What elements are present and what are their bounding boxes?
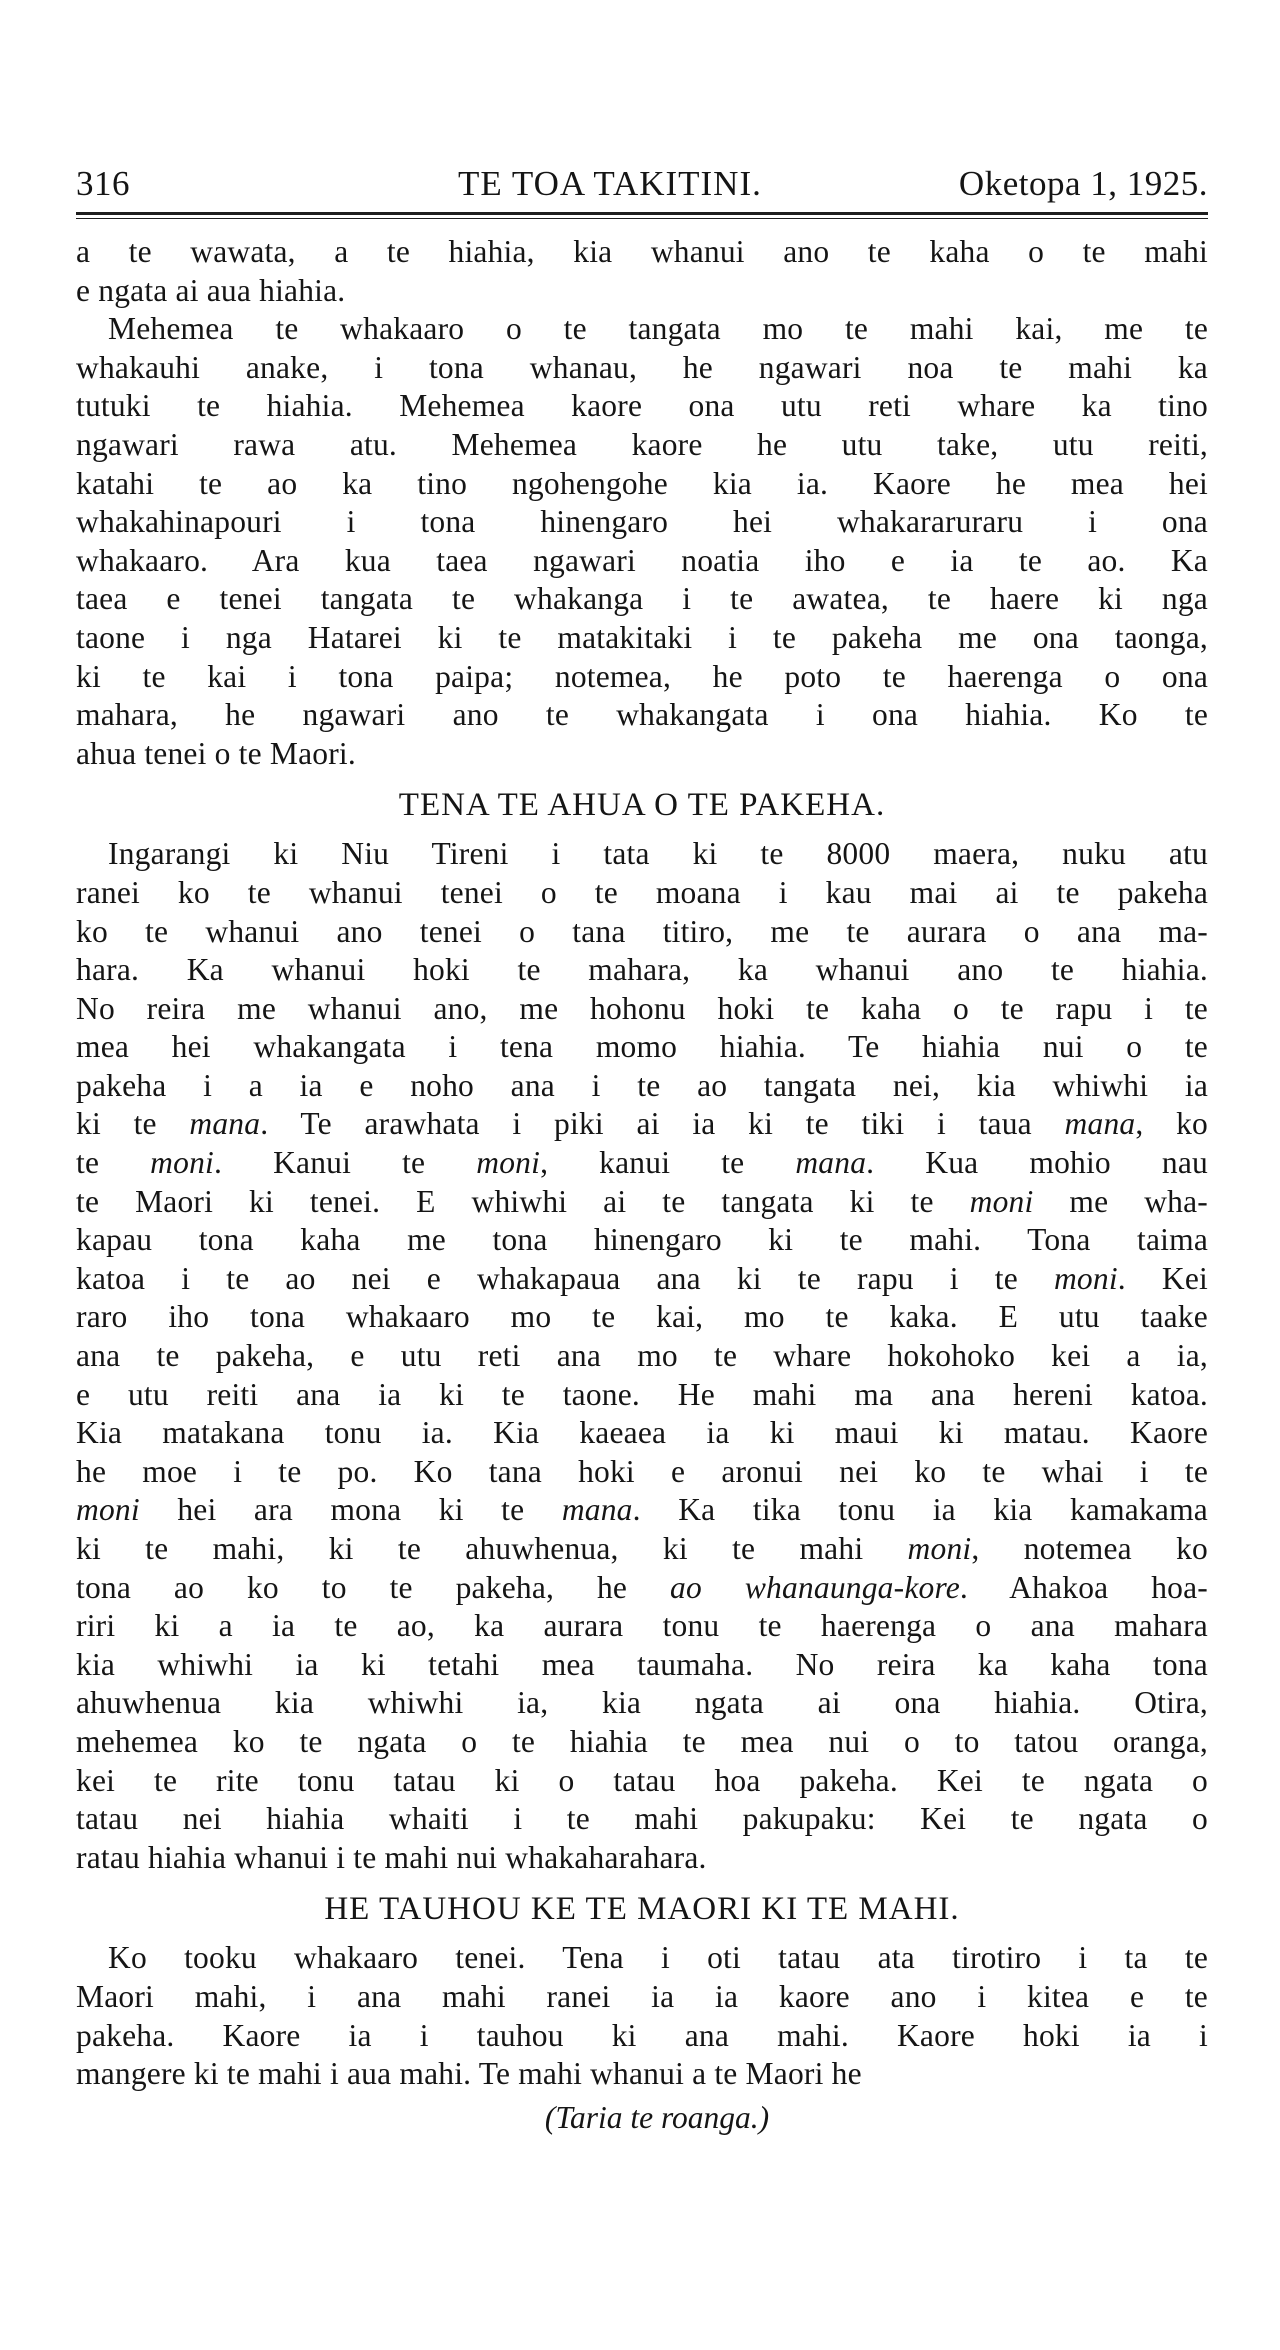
journal-title: TE TOA TAKITINI. (458, 164, 762, 203)
text-line: Mehemea te whakaaro o te tangata mo te mahi kai, me te (108, 311, 1208, 347)
section-heading: HE TAUHOU KE TE MAORI KI TE MAHI. (324, 1891, 960, 1928)
text-line: mangere ki te mahi i aua mahi. Te mahi whanui a te Maori he (76, 2056, 862, 2092)
header-rule-thin (76, 218, 1208, 219)
article-body (76, 233, 1208, 2094)
text-line: pakeha. Kaore ia i tauhou ki ana mahi. Kaore hoki ia i (76, 2017, 1208, 2053)
text-line: tutuki te hiahia. Mehemea kaore ona utu reti whare ka tino (76, 388, 1208, 424)
text-line: whakahinapouri i tona hinengaro hei whakararuraru i ona (76, 504, 1208, 540)
text-line: pakeha i a ia e noho ana i te ao tangata nei, kia whiwhi ia (76, 1067, 1208, 1103)
text-line: whakauhi anake, i tona whanau, he ngawari noa te mahi ka (76, 349, 1208, 385)
text-line: katahi te ao ka tino ngohengohe kia ia. Kaore he mea hei (76, 465, 1208, 501)
text-line: ngawari rawa atu. Mehemea kaore he utu take, utu reiti, (76, 426, 1208, 462)
text-line: mea hei whakangata i tena momo hiahia. Te hiahia nui o te (76, 1029, 1208, 1065)
text-line: ratau hiahia whanui i te mahi nui whakaharahara. (76, 1839, 707, 1875)
text-line: ki te mahi, ki te ahuwhenua, ki te mahi moni, notemea ko (76, 1531, 1208, 1566)
text-line: kapau tona kaha me tona hinengaro ki te mahi. Tona taima (76, 1222, 1208, 1258)
text-line: te Maori ki tenei. E whiwhi ai te tangata ki te moni me wha- (76, 1183, 1209, 1219)
paragraph (76, 1939, 1208, 2093)
text-line: kei te rite tonu tatau ki o tatau hoa pakeha. Kei te ngata o (76, 1762, 1208, 1798)
text-line: riri ki a ia te ao, ka aurara tonu te haerenga o ana mahara (76, 1608, 1208, 1644)
text-line: ahuwhenua kia whiwhi ia, kia ngata ai ona hiahia. Otira, (76, 1685, 1208, 1721)
section-heading: TENA TE AHUA O TE PAKEHA. (398, 787, 886, 824)
text-line: he moe i te po. Ko tana hoki e aronui nei ko te whai i te (76, 1453, 1208, 1489)
text-line: raro iho tona whakaaro mo te kai, mo te kaka. E utu taake (76, 1299, 1208, 1335)
text-line: mehemea ko te ngata o te hiahia te mea nui o to tatou oranga, (76, 1723, 1208, 1759)
text-line: taea e tenei tangata te whakanga i te awatea, te haere ki nga (76, 581, 1208, 617)
text-line: kia whiwhi ia ki tetahi mea taumaha. No reira ka kaha tona (76, 1646, 1208, 1682)
paragraph (76, 233, 1208, 310)
paragraph (76, 310, 1208, 773)
text-line: taone i nga Hatarei ki te matakitaki i te pakeha me ona taonga, (76, 619, 1208, 655)
text-line: ki te kai i tona paipa; notemea, he poto te haerenga o ona (76, 658, 1208, 694)
text-line: katoa i te ao nei e whakapaua ana ki te rapu i te moni. Kei (76, 1260, 1208, 1296)
text-line: te moni. Kanui te moni, kanui te mana. Kua mohio nau (76, 1145, 1208, 1181)
text-line: ahua tenei o te Maori. (76, 735, 356, 771)
text-line: mahara, he ngawari ano te whakangata i ona hiahia. Ko te (76, 697, 1208, 733)
text-line: e ngata ai aua hiahia. (76, 272, 346, 308)
text-line: a te wawata, a te hiahia, kia whanui ano te kaha o te mahi (76, 234, 1208, 269)
text-line: Maori mahi, i ana mahi ranei ia ia kaore ano i kitea e te (76, 1978, 1208, 2014)
continued-note: (Taria te roanga.) (544, 2099, 770, 2135)
text-line: ki te mana. Te arawhata i piki ai ia ki te tiki i taua mana, ko (76, 1106, 1209, 1142)
text-line: ranei ko te whanui tenei o te moana i kau mai ai te pakeha (76, 874, 1208, 910)
text-line: tatau nei hiahia whaiti i te mahi pakupaku: Kei te ngata o (76, 1801, 1208, 1837)
text-line: e utu reiti ana ia ki te taone. He mahi ma ana hereni katoa. (76, 1376, 1208, 1412)
text-line: whakaaro. Ara kua taea ngawari noatia iho e ia te ao. Ka (76, 542, 1208, 578)
text-line: Kia matakana tonu ia. Kia kaeaea ia ki maui ki matau. Kaore (76, 1415, 1208, 1451)
paragraph (76, 835, 1208, 1877)
text-line: ko te whanui ano tenei o tana titiro, me te aurara o ana ma- (76, 913, 1208, 949)
text-line: No reira me whanui ano, me hohonu hoki te kaha o te rapu i te (76, 990, 1208, 1026)
issue-date: Oketopa 1, 1925. (958, 164, 1208, 203)
page (76, 160, 1208, 2138)
text-line: tona ao ko to te pakeha, he ao whanaunga-kore. Ahakoa hoa- (76, 1569, 1208, 1605)
running-head (76, 160, 1208, 208)
text-line: moni hei ara mona ki te mana. Ka tika tonu ia kia kamakama (76, 1492, 1208, 1528)
text-line: hara. Ka whanui hoki te mahara, ka whanui ano te hiahia. (76, 952, 1208, 988)
text-line: Ko tooku whakaaro tenei. Tena i oti tatau ata tirotiro i ta te (108, 1940, 1208, 1976)
header-rule-thick (76, 212, 1208, 215)
text-line: Ingarangi ki Niu Tireni i tata ki te 8000 maera, nuku atu (108, 836, 1208, 872)
page-number: 316 (76, 164, 130, 203)
text-line: ana te pakeha, e utu reti ana mo te whare hokohoko kei a ia, (76, 1338, 1208, 1374)
